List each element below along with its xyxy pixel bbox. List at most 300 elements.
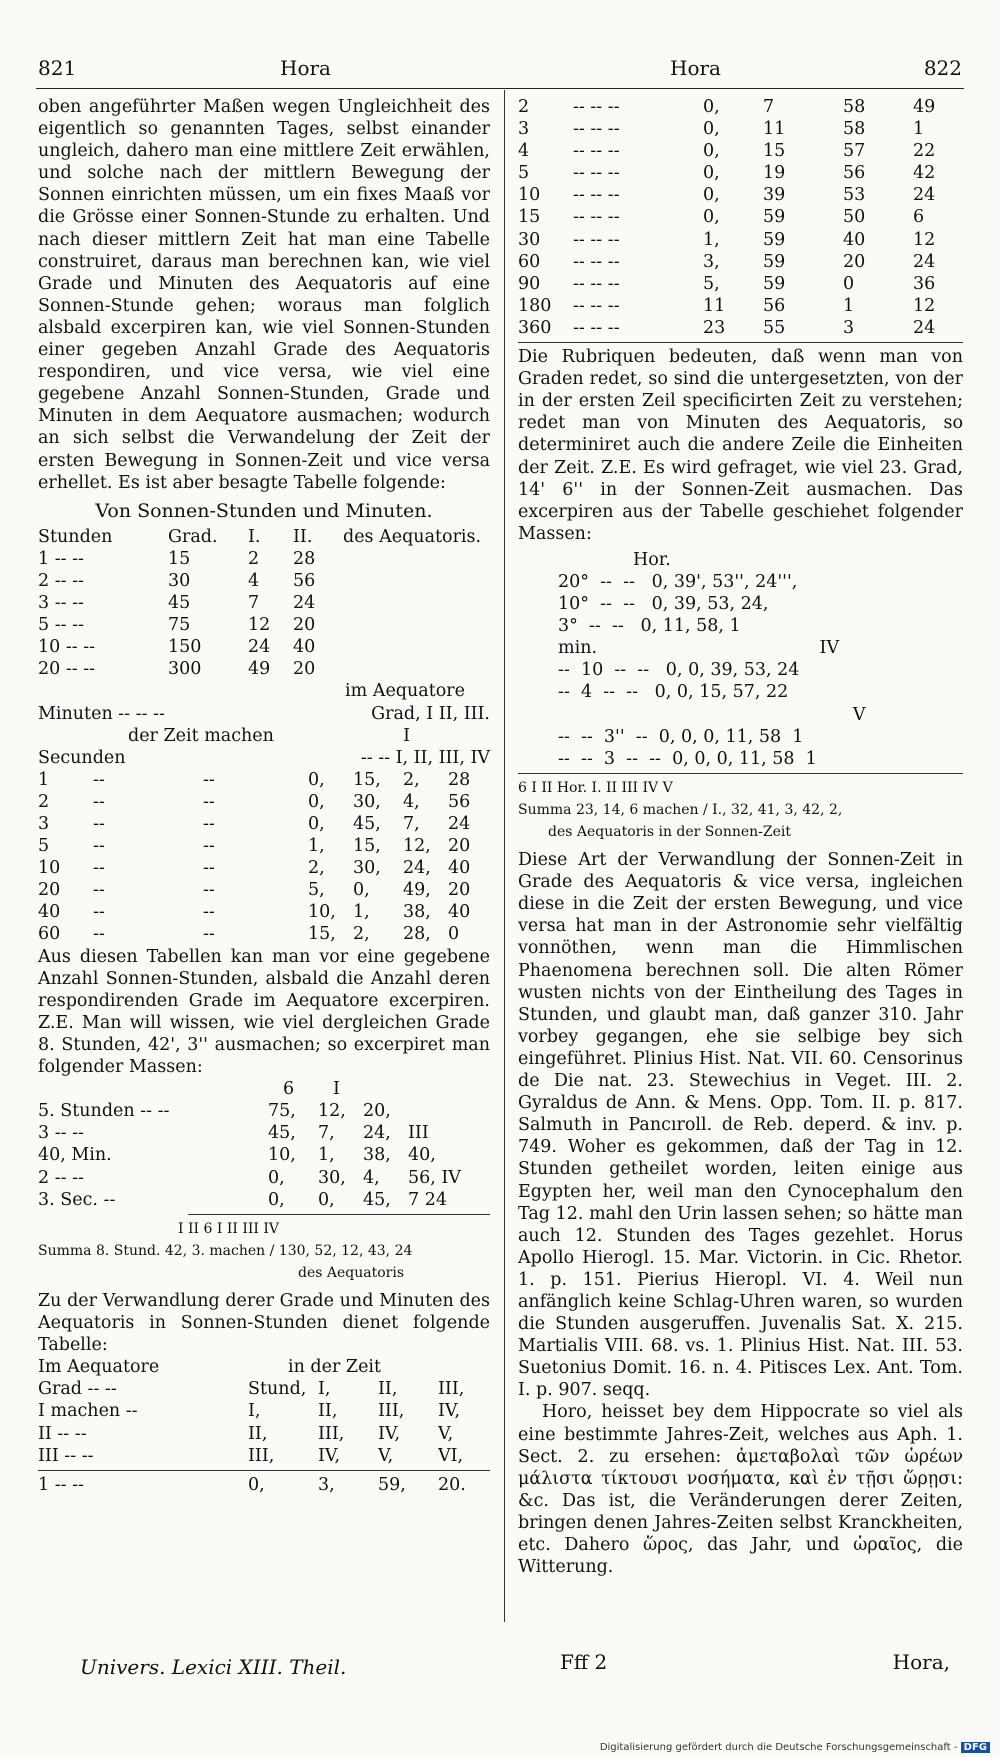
table-cell: 22 xyxy=(913,141,936,162)
table-cell: V, xyxy=(438,1423,454,1444)
table-cell: 20 xyxy=(448,880,471,901)
table-cell: 15, xyxy=(353,836,381,857)
table1-header-cell: Grad. xyxy=(168,526,218,547)
table-cell: 12 xyxy=(248,615,271,636)
table-cell: 10, xyxy=(268,1145,296,1166)
table2-header-3 xyxy=(38,747,490,769)
table-cell: -- xyxy=(93,836,105,857)
table-cell: 7 xyxy=(248,593,260,614)
calc-rule xyxy=(188,1214,490,1215)
table-cell: 28 xyxy=(293,548,316,569)
table3-header-cell: Stund, xyxy=(248,1379,307,1400)
table-cell: 180 xyxy=(518,295,552,316)
table-cell: 24, xyxy=(403,858,431,879)
table-row xyxy=(38,1144,490,1166)
table-cell: 1 xyxy=(843,295,855,316)
table-cell: 20 xyxy=(38,880,61,901)
table-cell: 2, xyxy=(308,858,325,879)
calc-sum: Summa 8. Stund. 42, 3. machen / 130, 52, 12, 43, 24 xyxy=(38,1242,413,1259)
header-rule xyxy=(36,88,964,89)
table-cell: 0, xyxy=(703,141,720,162)
table-cell: -- -- -- xyxy=(573,163,620,184)
table-cell: 15 xyxy=(168,548,191,569)
table-cell: 40 xyxy=(448,902,471,923)
table-row xyxy=(38,791,490,813)
table-cell: 1 xyxy=(38,769,50,790)
table1-header-cell: I. xyxy=(248,526,261,547)
table-cell: 10 -- -- xyxy=(38,637,96,658)
table-cell: -- -- -- xyxy=(573,251,620,272)
table-cell: 11 xyxy=(763,119,786,140)
table-cell: 15 xyxy=(763,141,786,162)
table-cell: 0, xyxy=(308,814,325,834)
table-cell: 5, xyxy=(308,880,325,901)
table-cell: 12, xyxy=(318,1101,346,1122)
table-cell: I, xyxy=(248,1401,261,1422)
table2-body xyxy=(38,769,490,946)
table-cell: II, xyxy=(248,1423,268,1444)
table-cell: 360 xyxy=(518,317,552,338)
table-cell: 49, xyxy=(403,880,431,901)
table3-body xyxy=(38,1400,490,1466)
table-cell: III xyxy=(408,1123,429,1144)
table-cell: 15, xyxy=(353,769,381,790)
table-cell: 56, IV xyxy=(408,1167,461,1188)
right-paragraph-1: Die Rubriquen bedeuten, daß wenn man von Graden redet, so sind die untergesetzten, von der in der ersten Zeil specificirten Zeit zu verstehen; redet man von Minuten des Aequatoris, so determiniret auch die andere Zeile die Einheiten der Zeit. Z.E. Es wird gefraget, wie viel 23. Grad, 14' 6'' in der Sonnen-Zeit ausmachen. Das excerpiren aus der Tabelle geschiehet folgender Massen: xyxy=(518,347,963,544)
table-cell: 59 xyxy=(763,229,786,250)
table-cell: 30 xyxy=(518,229,541,250)
table2-header-cell: -- -- I, II, III, IV xyxy=(360,747,490,768)
table-cell: 20 -- -- xyxy=(38,659,96,680)
dfg-logo: DFG xyxy=(961,1742,990,1753)
table-cell: 4, xyxy=(403,791,420,812)
table-cell: 3, xyxy=(318,1474,335,1495)
table-cell: -- xyxy=(203,858,215,879)
table-cell: 49 xyxy=(248,659,271,680)
table3-rule xyxy=(38,1470,490,1471)
table1-header-cell: Stunden xyxy=(38,526,113,547)
table2-header-cell: der Zeit machen xyxy=(128,725,274,746)
table3-header-cell: in der Zeit xyxy=(288,1357,382,1378)
table-row xyxy=(38,879,490,901)
table-cell: 20 xyxy=(843,251,866,272)
table-cell: 30, xyxy=(353,791,381,812)
table-cell: 24 xyxy=(448,814,471,834)
table-cell: 12, xyxy=(403,836,431,857)
table-row xyxy=(38,592,490,614)
table-cell: 5 xyxy=(38,836,50,857)
left-paragraph-3: Zu der Verwandlung derer Grade und Minuten des Aequatoris in Sonnen-Stunden dienet folgende Tabelle: xyxy=(38,1290,490,1356)
table3-header-2 xyxy=(38,1378,490,1400)
right-paragraph-2: Diese Art der Verwandlung der Sonnen-Zeit in Grade des Aequatoris & vice versa, ingleichen diese in die Zeit der ersten Bewegung, und vice versa hat man in der Astronomie sehr vielfältig vonnöthen, wenn man die Himmlischen Phaenomena berechnen soll. Die alten Römer wusten nichts von der Eintheilung des Tages in Stunden, und glaubt man, daß ganzer 310. Jahr vorbey gegangen, ehe sie selbige bey sich eingeführet. Plinius Hist. Nat. VII. 60. Censorinus de Die nat. 23. Stewechius in Veget. III. 2. Gyraldus de Ann. & Mens. Opp. Tom. II. p. 817. Salmuth in Pancıroll. de Reb. deperd. & inv. p. 749. Woher es gekommen, daß der Tag in 12. Stunden getheilet worden, leiten einige aus Egypten her, weil man den Cynocephalum den Tag 12. mahl den Urin lassen sehen; so hätte man auch 12. Stunden des Tages gezehlet. Horus Apollo Hierogl. 15. Mar. Victorin. in Cic. Rhetor. 1. p. 151. Pierius Hieropl. VI. 4. Weil nun anfänglich keine Schlag-Uhren waren, so wurden die Stunden ausgeruffen. Juvenalis Sat. X. 215. Martialis VIII. 68. vs. 1. Plinius Hist. Nat. III. 53. Suetonius Domit. 16. n. 4. Pitisces Lex. Ant. Tom. I. p. 907. seqq. xyxy=(518,850,963,1401)
table-cell: -- xyxy=(93,902,105,923)
table-cell: -- -- -- xyxy=(573,317,620,338)
table-cell: -- xyxy=(93,791,105,812)
table-cell: 75, xyxy=(268,1101,296,1122)
table-cell: 56 xyxy=(763,295,786,316)
table3-header-cell: Grad -- -- xyxy=(38,1379,117,1400)
table-cell: 7 xyxy=(763,97,775,117)
table-cell xyxy=(408,1100,488,1122)
table-cell: 30, xyxy=(353,858,381,879)
table-cell: 55 xyxy=(763,317,786,338)
table-cell: 3 xyxy=(518,119,530,140)
table-row xyxy=(518,273,963,295)
table2-header-cell: Secunden xyxy=(38,747,126,768)
table-cell: 20 xyxy=(293,659,316,680)
table-cell: I machen -- xyxy=(38,1401,138,1422)
table-cell: 24 xyxy=(913,185,936,206)
table-cell: 60 xyxy=(518,251,541,272)
table-cell: 20, xyxy=(363,1101,391,1122)
table-cell: 6 xyxy=(913,207,925,228)
table-cell: 15 xyxy=(518,207,541,228)
table-row xyxy=(518,317,963,339)
table-cell: -- xyxy=(203,836,215,857)
table-cell: -- -- -- xyxy=(573,141,620,162)
table3-header-cell: II, xyxy=(378,1379,398,1400)
table-row xyxy=(38,901,490,923)
running-title-left: Hora xyxy=(280,56,331,80)
right-paragraph-3: Horo, heisset bey dem Hippocrate so viel als eine bestimmte Jahres-Zeit, welches aus Aph. 1. Sect. 2. zu ersehen: ἀμεταβολαὶ τῶν ὡρέων μάλιστα τίκτουσι νοσήματα, καὶ ἐν τῇσι ὥρῃσι: &c. Das ist, die Veränderungen derer Zeiten, bringen denen Jahres-Zeiten selbst Kranckheiten, etc. Dahero ὥρος, das Jahr, und ὡραῖος, die Witterung. xyxy=(518,1402,963,1578)
calc-line: 3° -- -- 0, 11, 58, 1 xyxy=(558,616,741,637)
table-cell: 5 xyxy=(518,163,530,184)
table-row xyxy=(518,295,963,317)
table-cell: 0, xyxy=(318,1189,335,1210)
table-cell: 57 xyxy=(843,141,866,162)
table-row xyxy=(518,229,963,251)
table-cell: 150 xyxy=(168,637,202,658)
table3-header-cell: I, xyxy=(318,1379,331,1400)
table-row xyxy=(38,658,490,680)
table-cell: IV, xyxy=(438,1401,461,1422)
table2-header-cell: Grad, I II, III. xyxy=(371,703,490,724)
table-cell: 3 xyxy=(843,317,855,338)
table-cell: 1 -- -- xyxy=(38,548,84,569)
table-cell: 24 xyxy=(913,317,936,338)
table-row xyxy=(518,140,963,162)
table-cell: 0, xyxy=(308,769,325,790)
running-title-right: Hora xyxy=(670,56,721,80)
table-cell: 75 xyxy=(168,615,191,636)
calc-header-cell: 6 xyxy=(283,1079,295,1100)
footer-signature: Fff 2 xyxy=(560,1650,608,1674)
table2-label: im Aequatore xyxy=(345,681,465,702)
table-cell: 12 xyxy=(913,295,936,316)
table-cell: 1, xyxy=(703,229,720,250)
table-cell: III, xyxy=(248,1445,275,1466)
table-cell: V, xyxy=(378,1445,394,1466)
footer-catchword: Hora, xyxy=(892,1650,950,1674)
table-cell: 24 xyxy=(248,637,271,658)
table-cell: IV, xyxy=(378,1423,401,1444)
table-cell: 60 xyxy=(38,924,61,945)
right-calc-hor: Hor. xyxy=(633,549,671,570)
table-cell: 59 xyxy=(763,251,786,272)
table-cell xyxy=(343,658,483,680)
table-row xyxy=(38,1167,490,1189)
table-cell: 90 xyxy=(518,273,541,294)
left-column xyxy=(38,96,490,1496)
table4-rule xyxy=(518,342,963,343)
table1-header-cell: II. xyxy=(293,526,313,547)
calc-line: V xyxy=(558,704,866,725)
table-cell: 40, xyxy=(408,1145,436,1166)
table-cell xyxy=(343,548,483,570)
table-cell: 3. Sec. -- xyxy=(38,1189,116,1210)
table3-header-cell: III, xyxy=(438,1379,465,1400)
table-row xyxy=(38,857,490,879)
left-paragraph-1: oben angeführter Maßen wegen Ungleichheit des eigentlich so genannten Tages, selbst einander ungleich, dahero man eine mittlere Zeit erwählen, und solche nach der mittlern Bewegung der Sonnen einrichten müssen, um ein fixes Maaß vor die Grösse einer Sonnen-Stunde zu erhalten. Und nach dieser mittlern Zeit hat man eine Tabelle construiret, daraus man berechnen kan, wie viel Grade und Minuten des Aequatoris auf eine Sonnen-Stunde gehen; woraus man folglich alsbald excerpiren kan, wie viel Sonnen-Stunden einer gegeben Anzahl Grade des Aequatoris respondiren, und vice versa, wie viel eine gegebene Anzahl Sonnen-Stunden, Grade und Minuten in dem Aequatore ausmachen; wodurch an sich selbst die Verwandelung der Zeit der ersten Bewegung in Sonnen-Zeit und vice versa erhellet. Es ist aber besagte Tabelle folgende: xyxy=(38,97,490,493)
table-cell: 0, xyxy=(353,880,370,901)
table-cell: 28 xyxy=(448,769,471,790)
table-row xyxy=(38,813,490,835)
table-row xyxy=(38,769,490,791)
table-cell: 0, xyxy=(703,163,720,184)
table-cell: 19 xyxy=(763,163,786,184)
table1-body xyxy=(38,548,490,681)
table-cell: 0, xyxy=(268,1189,285,1210)
table-cell: 10, xyxy=(308,902,336,923)
table-cell: II, xyxy=(318,1401,338,1422)
table-cell: III, xyxy=(378,1401,405,1422)
table-cell: 10 xyxy=(38,858,61,879)
table-cell: 10 xyxy=(518,185,541,206)
table-cell: 1, xyxy=(318,1145,335,1166)
table-cell: 42 xyxy=(913,163,936,184)
table-cell: -- xyxy=(203,902,215,923)
table-cell: 56 xyxy=(843,163,866,184)
table-cell: IV, xyxy=(318,1445,341,1466)
table-cell: II -- -- xyxy=(38,1423,87,1444)
table-row xyxy=(38,835,490,857)
table-cell: 24 xyxy=(913,251,936,272)
table-cell: -- -- -- xyxy=(573,207,620,228)
table-cell: 1, xyxy=(308,836,325,857)
table-cell: 24 xyxy=(293,593,316,614)
table-cell: 1 xyxy=(913,119,925,140)
table-row xyxy=(518,251,963,273)
table-row xyxy=(38,1122,490,1144)
table-cell: 40 xyxy=(293,637,316,658)
table-cell: 20 xyxy=(448,836,471,857)
table4-body xyxy=(518,96,963,339)
table-cell: 4 xyxy=(248,570,260,591)
table-row xyxy=(38,923,490,945)
table-cell: 0, xyxy=(703,185,720,206)
table-cell: 45 xyxy=(168,593,191,614)
table-row xyxy=(518,118,963,140)
table-cell: -- -- -- xyxy=(573,119,620,140)
table-cell: 2 xyxy=(248,548,260,569)
right-calc-sum-header: 6 I II Hor. I. II III IV V xyxy=(518,779,673,796)
table-cell: 28, xyxy=(403,924,431,945)
page-number-right: 822 xyxy=(923,56,962,80)
table-cell: III, xyxy=(318,1423,345,1444)
table-cell: 23 xyxy=(703,317,726,338)
calc-line: 10° -- -- 0, 39, 53, 24, xyxy=(558,594,769,615)
page-header xyxy=(38,56,962,86)
table-cell: 58 xyxy=(843,119,866,140)
table3-last-row xyxy=(38,1474,490,1496)
table-cell: 45, xyxy=(353,814,381,834)
table2-header-cell: I xyxy=(403,725,410,746)
right-calc-sum: Summa 23, 14, 6 machen / I., 32, 41, 3, 42, 2, xyxy=(518,801,843,818)
table-row xyxy=(38,1100,490,1122)
table-cell: 30, xyxy=(318,1167,346,1188)
table1-header-cell: des Aequatoris. xyxy=(343,526,482,547)
table-cell: 30 xyxy=(168,570,191,591)
table-row xyxy=(38,636,490,658)
table-cell: 0, xyxy=(703,119,720,140)
table-cell: 2 -- -- xyxy=(38,1167,84,1188)
table-cell xyxy=(343,570,483,592)
table-cell: 11 xyxy=(703,295,726,316)
table-cell: 39 xyxy=(763,185,786,206)
digitization-note xyxy=(600,1742,990,1753)
calc-header xyxy=(38,1078,490,1100)
table-cell xyxy=(343,592,483,614)
table-cell: 1 -- -- xyxy=(38,1474,84,1495)
table-row xyxy=(518,206,963,228)
table-cell: 3 xyxy=(38,814,50,834)
table-cell: 59 xyxy=(763,207,786,228)
table-cell: 4, xyxy=(363,1167,380,1188)
table-cell: -- xyxy=(203,924,215,945)
table-cell: VI, xyxy=(438,1445,464,1466)
footer-volume: Univers. Lexici XIII. Theil. xyxy=(80,1655,347,1679)
table-cell: 20 xyxy=(293,615,316,636)
table-cell: 45, xyxy=(363,1189,391,1210)
table-row xyxy=(518,96,963,118)
table-cell: 0, xyxy=(268,1167,285,1188)
table-cell: 0 xyxy=(843,273,855,294)
table-cell: 5. Stunden -- -- xyxy=(38,1101,170,1122)
table-cell xyxy=(343,614,483,636)
table-cell: -- xyxy=(93,769,105,790)
table-cell: 3 -- -- xyxy=(38,1123,84,1144)
table-cell: 0, xyxy=(703,207,720,228)
table-cell: -- xyxy=(203,814,215,834)
table-cell: 2 -- -- xyxy=(38,570,84,591)
table-row xyxy=(38,1423,490,1445)
table-cell: 24, xyxy=(363,1123,391,1144)
table-cell: 40, Min. xyxy=(38,1145,112,1166)
table-cell: 2, xyxy=(353,924,370,945)
table-cell: -- -- -- xyxy=(573,229,620,250)
table-cell: -- -- -- xyxy=(573,273,620,294)
table3-header-1 xyxy=(38,1356,490,1378)
table-cell: 49 xyxy=(913,97,936,117)
table-cell: 40 xyxy=(448,858,471,879)
table-cell: 36 xyxy=(913,273,936,294)
table2-header-2 xyxy=(38,725,490,747)
page-number-left: 821 xyxy=(38,56,77,80)
table-cell: 56 xyxy=(448,791,471,812)
table-cell: -- xyxy=(93,858,105,879)
table-cell: 2 xyxy=(518,97,530,117)
table-cell: 38, xyxy=(363,1145,391,1166)
table-cell: 12 xyxy=(913,229,936,250)
calc-line: -- -- 3'' -- 0, 0, 0, 11, 58 1 xyxy=(558,726,804,747)
table-row xyxy=(38,570,490,592)
right-calc-body xyxy=(518,571,963,770)
table-cell: 0, xyxy=(308,791,325,812)
calc-sum-header: I II 6 I II III IV xyxy=(178,1220,280,1237)
table-row xyxy=(38,1189,490,1211)
table-cell: 40 xyxy=(38,902,61,923)
right-calc-rule xyxy=(518,773,963,774)
table-cell: 7 24 xyxy=(408,1189,447,1210)
table-cell: 38, xyxy=(403,902,431,923)
table-cell: 40 xyxy=(843,229,866,250)
table-cell: 45, xyxy=(268,1123,296,1144)
table-cell: -- xyxy=(93,880,105,901)
table-cell: 20. xyxy=(438,1474,466,1495)
table-cell: -- xyxy=(203,791,215,812)
calc-line: -- 4 -- -- 0, 0, 15, 57, 22 xyxy=(558,682,789,703)
table-row xyxy=(38,548,490,570)
table-cell: 53 xyxy=(843,185,866,206)
right-calc-sum-sub: des Aequatoris in der Sonnen-Zeit xyxy=(548,824,791,840)
table-cell: 5 -- -- xyxy=(38,615,84,636)
table-row xyxy=(38,614,490,636)
calc-body xyxy=(38,1100,490,1210)
table-cell: 59 xyxy=(763,273,786,294)
table-cell: 3, xyxy=(703,251,720,272)
table1-title: Von Sonnen-Stunden und Minuten. xyxy=(95,499,433,522)
table-cell: -- xyxy=(93,814,105,834)
table-cell: 58 xyxy=(843,97,866,117)
table-cell xyxy=(343,636,483,658)
table-cell: 4 xyxy=(518,141,530,162)
table-cell: 5, xyxy=(703,273,720,294)
digitization-text: Digitalisierung gefördert durch die Deutsche Forschungsgemeinschaft - xyxy=(599,1742,958,1753)
table-row xyxy=(518,162,963,184)
table2-header-1 xyxy=(38,703,490,725)
table-cell: -- -- -- xyxy=(573,295,620,316)
table-cell: 2 xyxy=(38,791,50,812)
calc-line: -- -- 3 -- -- 0, 0, 0, 11, 58 1 xyxy=(558,748,817,769)
calc-sum-sub: des Aequatoris xyxy=(298,1264,405,1281)
table-cell: 0 xyxy=(448,924,460,945)
table-row xyxy=(518,184,963,206)
table-cell: 0, xyxy=(248,1474,265,1495)
table-cell: 59, xyxy=(378,1474,406,1495)
table-row xyxy=(38,1445,490,1467)
left-paragraph-2: Aus diesen Tabellen kan man vor eine gegebene Anzahl Sonnen-Stunden, alsbald die Anzahl deren respondirenden Grade im Aequatore excerpiren. Z.E. Man will wissen, wie viel dergleichen Grade 8. Stunden, 42', 3'' ausmachen; so excerpiret man folgender Massen: xyxy=(38,946,490,1078)
table-cell: 2, xyxy=(403,769,420,790)
table-cell: 3 -- -- xyxy=(38,593,84,614)
table-cell: 300 xyxy=(168,659,202,680)
calc-line: min. IV xyxy=(558,638,840,659)
table-cell: -- -- -- xyxy=(573,97,620,117)
table-cell: 7, xyxy=(318,1123,335,1144)
calc-line: -- 10 -- -- 0, 0, 39, 53, 24 xyxy=(558,660,800,681)
table-cell: -- -- -- xyxy=(573,185,620,206)
table-cell: 0, xyxy=(703,97,720,117)
calc-line: 20° -- -- 0, 39', 53'', 24''', xyxy=(558,571,798,592)
calc-header-cell: I xyxy=(333,1079,340,1100)
table2-header-cell: Minuten -- -- -- xyxy=(38,703,165,724)
table1-header xyxy=(38,526,490,548)
table-cell: -- xyxy=(93,924,105,945)
table-cell: 56 xyxy=(293,570,316,591)
table-cell: -- xyxy=(203,769,215,790)
table3-header-cell: Im Aequatore xyxy=(38,1357,160,1378)
right-column xyxy=(518,96,963,1578)
table-cell: 15, xyxy=(308,924,336,945)
